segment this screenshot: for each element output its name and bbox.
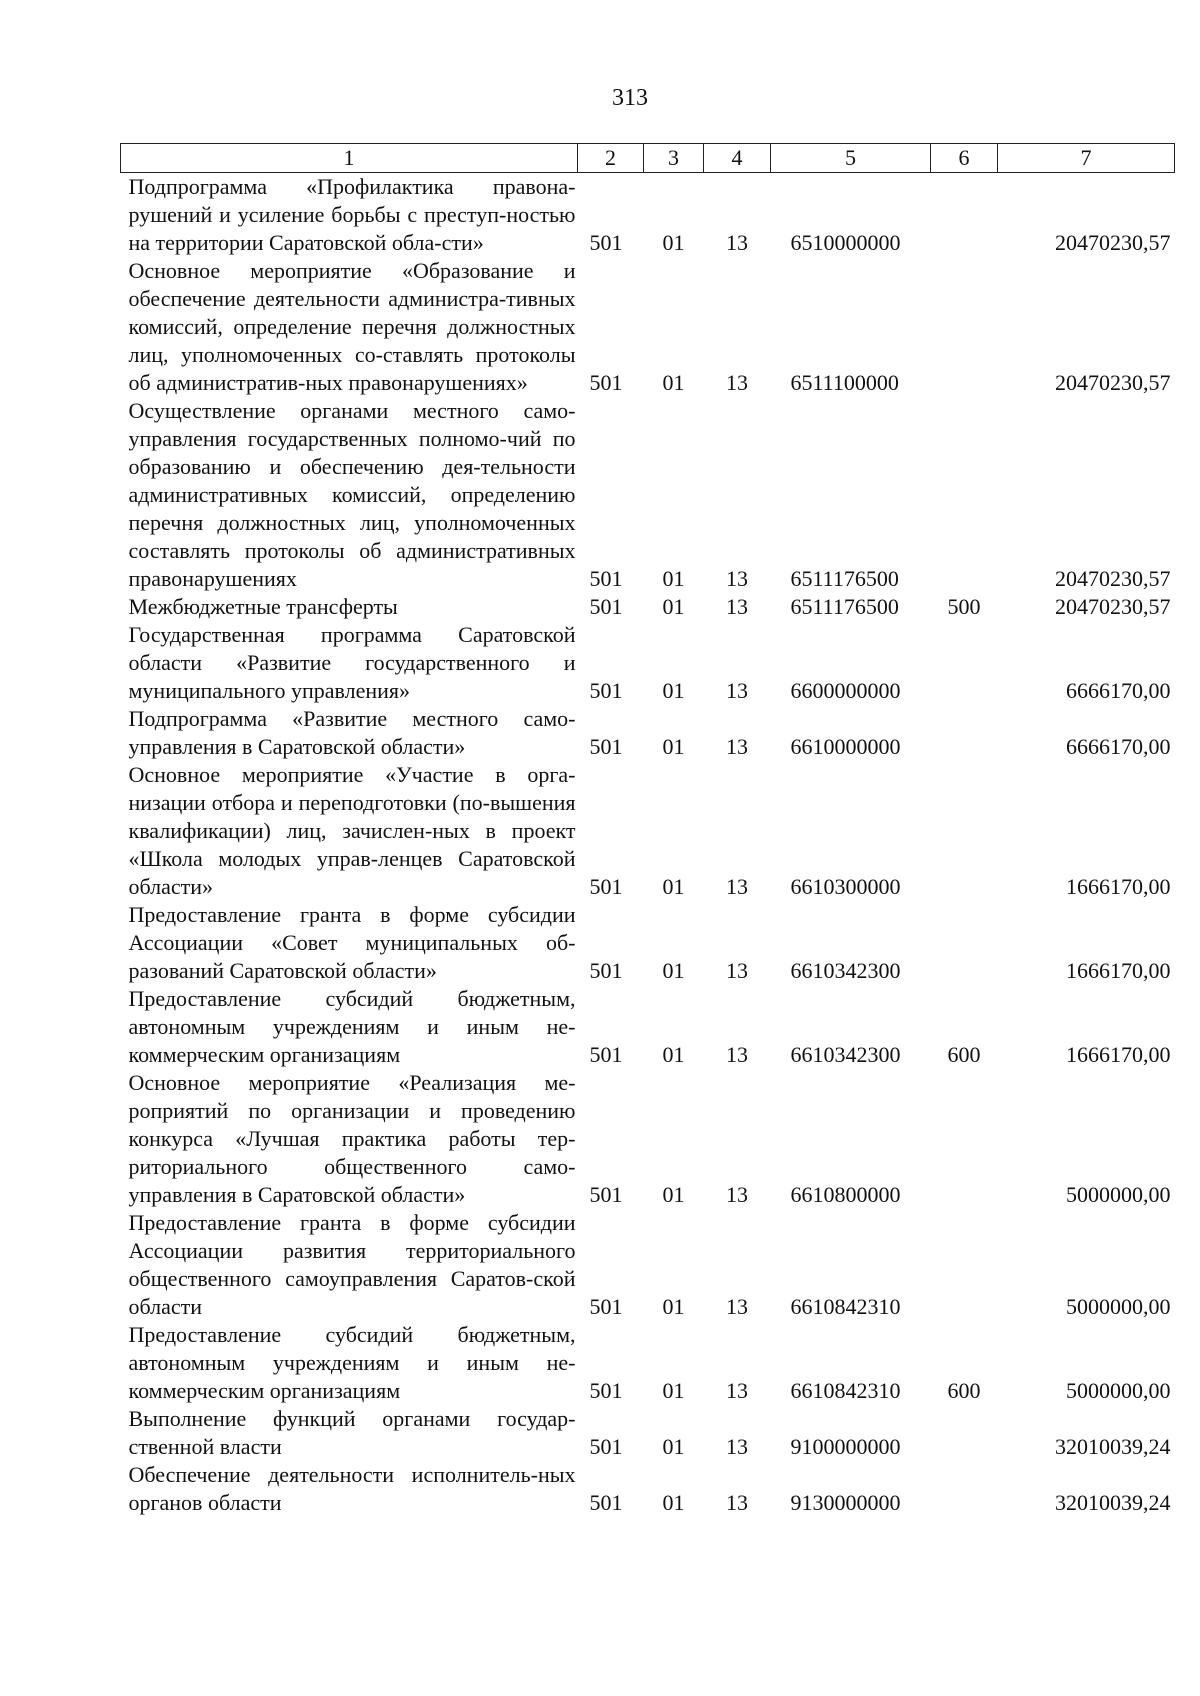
expense-type-cell — [931, 397, 998, 593]
expense-type-cell — [931, 901, 998, 985]
expense-type-cell — [931, 1209, 998, 1321]
section-code-cell: 01 — [662, 734, 685, 759]
column-header: 7 — [998, 144, 1175, 173]
ministry-code-cell: 501 — [589, 1378, 623, 1403]
target-article-cell: 9100000000 — [790, 1434, 901, 1459]
section-code-cell: 01 — [662, 1490, 685, 1515]
target-article-cell: 6511176500 — [790, 594, 899, 619]
amount-cell: 1666170,00 — [1066, 1042, 1171, 1067]
section-code-cell: 01 — [662, 370, 685, 395]
amount-cell: 32010039,24 — [1055, 1490, 1171, 1515]
expense-type-cell — [931, 257, 998, 397]
ministry-code-cell: 501 — [589, 874, 623, 899]
table-body — [121, 173, 1175, 1518]
row-name-cell: Предоставление гранта в форме субсидии Ассоциации «Совет муниципальных об-разований Саратовской области» — [128, 902, 576, 983]
expense-type-cell — [931, 1461, 998, 1517]
subsection-code-cell: 13 — [726, 1378, 748, 1403]
subsection-code-cell: 13 — [726, 678, 748, 703]
amount-cell: 20470230,57 — [1055, 594, 1171, 619]
page-number: 313 — [612, 85, 648, 111]
amount-cell: 5000000,00 — [1066, 1182, 1171, 1207]
expense-type-cell — [931, 621, 998, 705]
table-row — [121, 901, 1175, 985]
ministry-code-cell: 501 — [589, 958, 623, 983]
table-row — [121, 397, 1175, 593]
row-name-cell: Межбюджетные трансферты — [128, 594, 398, 619]
target-article-cell: 6600000000 — [790, 678, 901, 703]
amount-cell: 32010039,24 — [1055, 1434, 1171, 1459]
subsection-code-cell: 13 — [726, 958, 748, 983]
subsection-code-cell: 13 — [726, 1182, 748, 1207]
table-row — [121, 1405, 1175, 1461]
section-code-cell: 01 — [662, 1378, 685, 1403]
section-code-cell: 01 — [662, 566, 685, 591]
table-row — [121, 173, 1175, 258]
row-name-cell: Основное мероприятие «Участие в орга-низации отбора и переподготовки (по-вышения квалификации) лиц, зачислен-ных в проект «Школа молодых управ-ленцев Саратовской области» — [128, 762, 576, 899]
row-name-cell: Предоставление гранта в форме субсидии Ассоциации развития территориального общественного самоуправления Саратов-ской области — [128, 1210, 576, 1319]
row-name-cell: Предоставление субсидий бюджетным, автономным учреждениям и иным не-коммерческим организациям — [128, 1322, 576, 1403]
target-article-cell: 6510000000 — [790, 230, 901, 255]
ministry-code-cell: 501 — [589, 734, 623, 759]
target-article-cell: 6610842310 — [790, 1294, 901, 1319]
subsection-code-cell: 13 — [726, 370, 748, 395]
table-header-row — [121, 144, 1175, 173]
column-header: 1 — [121, 144, 578, 173]
ministry-code-cell: 501 — [589, 1490, 623, 1515]
section-code-cell: 01 — [662, 230, 685, 255]
section-code-cell: 01 — [662, 1434, 685, 1459]
ministry-code-cell: 501 — [589, 370, 623, 395]
column-header: 6 — [931, 144, 998, 173]
table-row — [121, 621, 1175, 705]
amount-cell: 6666170,00 — [1066, 734, 1171, 759]
subsection-code-cell: 13 — [726, 566, 748, 591]
subsection-code-cell: 13 — [726, 1294, 748, 1319]
table-row — [121, 1069, 1175, 1209]
target-article-cell: 6610800000 — [790, 1182, 901, 1207]
amount-cell: 6666170,00 — [1066, 678, 1171, 703]
subsection-code-cell: 13 — [726, 230, 748, 255]
table-row — [121, 1321, 1175, 1405]
amount-cell: 1666170,00 — [1066, 874, 1171, 899]
ministry-code-cell: 501 — [589, 230, 623, 255]
table-row — [121, 593, 1175, 621]
ministry-code-cell: 501 — [589, 1434, 623, 1459]
ministry-code-cell: 501 — [589, 1294, 623, 1319]
target-article-cell: 6610342300 — [790, 958, 901, 983]
table-row — [121, 257, 1175, 397]
expense-type-cell — [931, 1069, 998, 1209]
column-header: 2 — [578, 144, 644, 173]
row-name-cell: Предоставление субсидий бюджетным, автономным учреждениям и иным не-коммерческим организациям — [128, 986, 576, 1067]
amount-cell: 1666170,00 — [1066, 958, 1171, 983]
column-header: 4 — [704, 144, 771, 173]
amount-cell: 20470230,57 — [1055, 230, 1171, 255]
target-article-cell: 6610342300 — [790, 1042, 901, 1067]
section-code-cell: 01 — [662, 678, 685, 703]
subsection-code-cell: 13 — [726, 1490, 748, 1515]
target-article-cell: 6610842310 — [790, 1378, 901, 1403]
expense-type-cell — [931, 705, 998, 761]
row-name-cell: Основное мероприятие «Реализация ме-роприятий по организации и проведению конкурса «Лучшая практика работы тер-риториального общественного само-управления в Саратовской области» — [128, 1070, 576, 1207]
target-article-cell: 6610000000 — [790, 734, 901, 759]
ministry-code-cell: 501 — [589, 566, 623, 591]
expense-type-cell: 500 — [947, 594, 981, 619]
subsection-code-cell: 13 — [726, 594, 748, 619]
table-row — [121, 705, 1175, 761]
row-name-cell: Осуществление органами местного само-управления государственных полномо-чий по образованию и обеспечению дея-тельности административных комиссий, определению перечня должностных лиц, уполномоченных составлять протоколы об административных правонарушениях — [128, 398, 576, 591]
ministry-code-cell: 501 — [589, 594, 623, 619]
target-article-cell: 9130000000 — [790, 1490, 901, 1515]
section-code-cell: 01 — [662, 1182, 685, 1207]
row-name-cell: Основное мероприятие «Образование и обеспечение деятельности администра-тивных комиссий, определение перечня должностных лиц, уполномоченных со-ставлять протоколы об административ-ных правонарушениях» — [128, 258, 576, 395]
row-name-cell: Подпрограмма «Развитие местного само-управления в Саратовской области» — [128, 706, 576, 759]
section-code-cell: 01 — [662, 1294, 685, 1319]
amount-cell: 20470230,57 — [1055, 370, 1171, 395]
column-header: 5 — [771, 144, 931, 173]
table-row — [121, 1461, 1175, 1517]
amount-cell: 5000000,00 — [1066, 1294, 1171, 1319]
table-row — [121, 761, 1175, 901]
row-name-cell: Обеспечение деятельности исполнитель-ных органов области — [128, 1462, 576, 1515]
expense-type-cell: 600 — [947, 1042, 981, 1067]
table-row — [121, 985, 1175, 1069]
section-code-cell: 01 — [662, 1042, 685, 1067]
target-article-cell: 6610300000 — [790, 874, 901, 899]
section-code-cell: 01 — [662, 594, 685, 619]
expense-type-cell: 600 — [947, 1378, 981, 1403]
table-row — [121, 1209, 1175, 1321]
expense-type-cell — [931, 173, 998, 258]
subsection-code-cell: 13 — [726, 874, 748, 899]
target-article-cell: 6511100000 — [790, 370, 899, 395]
amount-cell: 20470230,57 — [1055, 566, 1171, 591]
subsection-code-cell: 13 — [726, 734, 748, 759]
section-code-cell: 01 — [662, 958, 685, 983]
column-header: 3 — [644, 144, 704, 173]
ministry-code-cell: 501 — [589, 678, 623, 703]
budget-table — [120, 143, 1175, 1517]
row-name-cell: Подпрограмма «Профилактика правона-рушений и усиление борьбы с преступ-ностью на территории Саратовской обла-сти» — [128, 174, 576, 255]
section-code-cell: 01 — [662, 874, 685, 899]
expense-type-cell — [931, 761, 998, 901]
subsection-code-cell: 13 — [726, 1042, 748, 1067]
expense-type-cell — [931, 1405, 998, 1461]
target-article-cell: 6511176500 — [790, 566, 899, 591]
ministry-code-cell: 501 — [589, 1182, 623, 1207]
row-name-cell: Государственная программа Саратовской области «Развитие государственного и муниципального управления» — [128, 622, 576, 703]
amount-cell: 5000000,00 — [1066, 1378, 1171, 1403]
ministry-code-cell: 501 — [589, 1042, 623, 1067]
row-name-cell: Выполнение функций органами государ-ственной власти — [128, 1406, 576, 1459]
subsection-code-cell: 13 — [726, 1434, 748, 1459]
